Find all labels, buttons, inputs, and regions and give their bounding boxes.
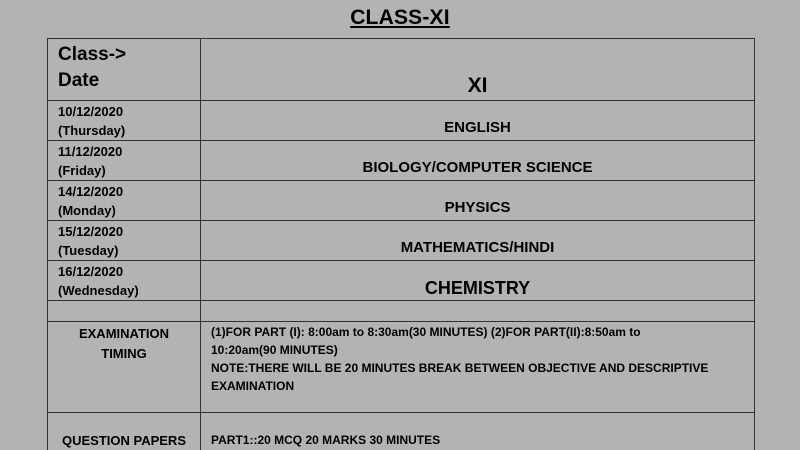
timing-row bbox=[48, 322, 755, 413]
header-class-label: Class-> bbox=[58, 44, 127, 65]
empty-cell bbox=[201, 301, 755, 322]
question-papers-row bbox=[48, 413, 755, 450]
document-title: CLASS-XI bbox=[350, 6, 450, 29]
timing-label-cell bbox=[48, 322, 201, 413]
date-text: 16/12/2020 bbox=[58, 263, 124, 279]
timing-note-line1: NOTE:THERE WILL BE 20 MINUTES BREAK BETWEEN OBJECTIVE AND DESCRIPTIVE bbox=[211, 361, 709, 375]
timing-details-cell bbox=[201, 322, 755, 413]
table-row bbox=[48, 261, 755, 301]
timing-note-line2: EXAMINATION bbox=[211, 379, 295, 393]
timing-text-line2: 10:20am(90 MINUTES) bbox=[211, 343, 338, 357]
timing-text-line1: (1)FOR PART (I): 8:00am to 8:30am(30 MINUTES) (2)FOR PART(II):8:50am to bbox=[211, 325, 641, 339]
table-row bbox=[48, 181, 755, 221]
empty-cell bbox=[48, 301, 201, 322]
header-class-value: XI bbox=[201, 39, 755, 101]
date-cell bbox=[48, 261, 201, 301]
table-row bbox=[48, 141, 755, 181]
subject-cell: ENGLISH bbox=[201, 101, 755, 141]
day-text: (Thursday) bbox=[58, 122, 126, 138]
date-text: 15/12/2020 bbox=[58, 223, 124, 239]
subject-cell: MATHEMATICS/HINDI bbox=[201, 221, 755, 261]
date-cell bbox=[48, 101, 201, 141]
timing-label-line1: EXAMINATION bbox=[78, 326, 170, 341]
day-text: (Wednesday) bbox=[58, 282, 139, 298]
timing-label-line2: TIMING bbox=[101, 346, 147, 361]
header-class-date-cell bbox=[48, 39, 201, 101]
subject-cell: CHEMISTRY bbox=[201, 261, 755, 301]
date-cell bbox=[48, 141, 201, 181]
date-text: 14/12/2020 bbox=[58, 183, 124, 199]
question-papers-label: QUESTION PAPERS bbox=[48, 413, 201, 450]
date-cell bbox=[48, 181, 201, 221]
schedule-table bbox=[47, 38, 755, 450]
subject-cell: BIOLOGY/COMPUTER SCIENCE bbox=[201, 141, 755, 181]
schedule-table-wrapper bbox=[47, 38, 754, 450]
subject-cell: PHYSICS bbox=[201, 181, 755, 221]
day-text: (Monday) bbox=[58, 202, 116, 218]
table-row bbox=[48, 101, 755, 141]
question-papers-text: PART1::20 MCQ 20 MARKS 30 MINUTES bbox=[201, 413, 755, 450]
date-text: 10/12/2020 bbox=[58, 103, 124, 119]
date-cell bbox=[48, 221, 201, 261]
empty-row bbox=[48, 301, 755, 322]
day-text: (Friday) bbox=[58, 162, 106, 178]
header-date-label: Date bbox=[58, 70, 100, 91]
table-header-row bbox=[48, 39, 755, 101]
table-row bbox=[48, 221, 755, 261]
day-text: (Tuesday) bbox=[58, 242, 119, 258]
date-text: 11/12/2020 bbox=[58, 143, 123, 159]
